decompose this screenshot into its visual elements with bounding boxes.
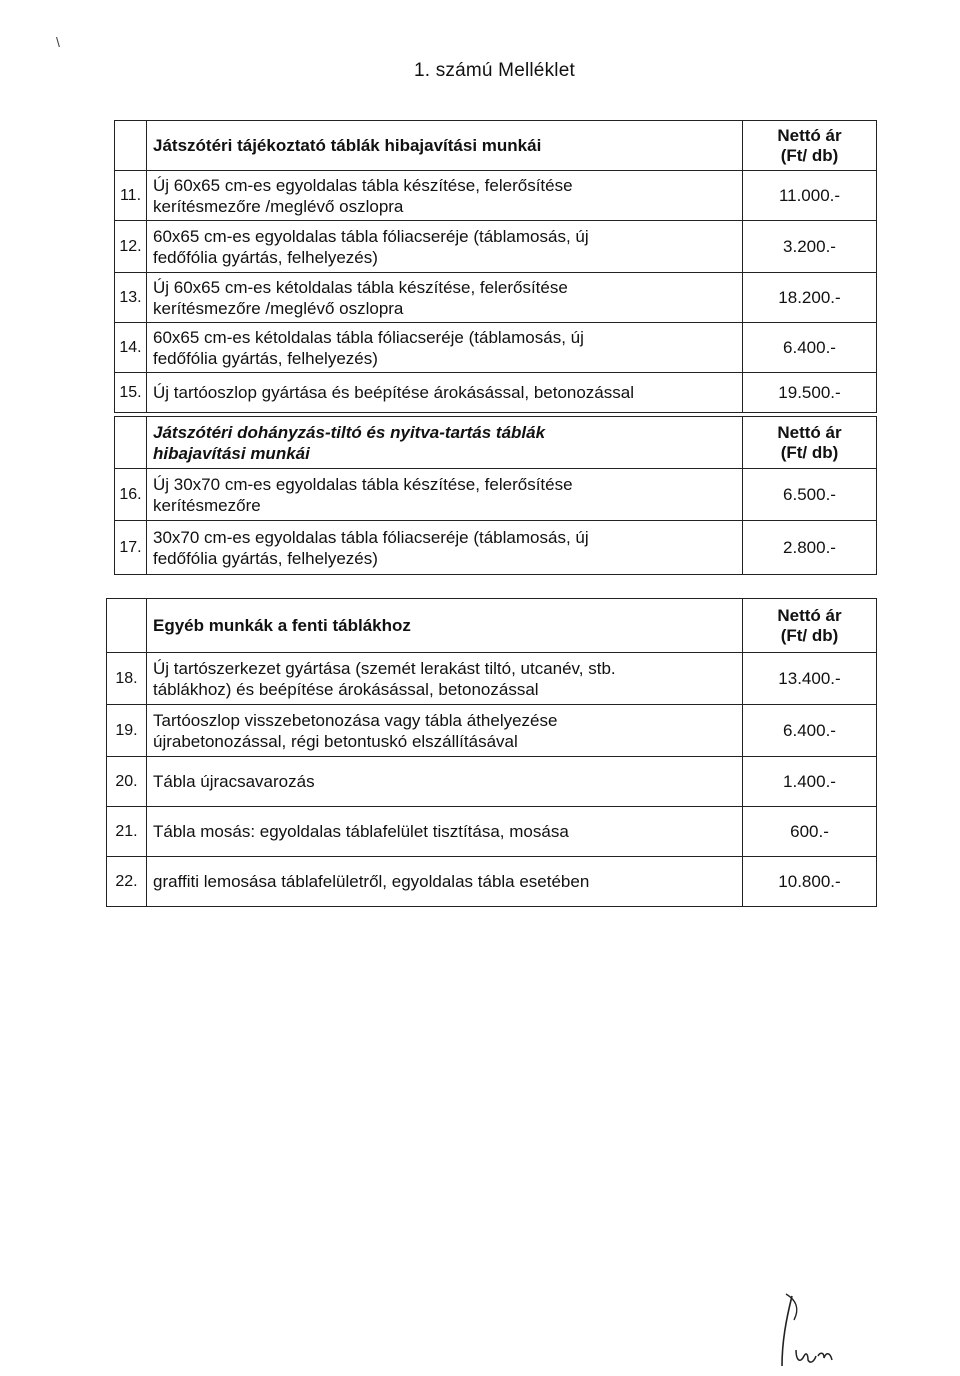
row-number: 13.: [115, 273, 147, 323]
table-header-row: [115, 417, 877, 469]
section-title: Egyéb munkák a fenti táblákhoz: [147, 599, 743, 653]
table-row: [107, 705, 877, 757]
row-number: 22.: [107, 857, 147, 907]
row-price: 19.500.-: [743, 373, 877, 413]
row-description: 60x65 cm-es kétoldalas tábla fóliacseréje (táblamosás, új fedőfólia gyártás, felhelyezés): [147, 323, 743, 373]
attachment-title: 1. számú Melléklet: [414, 60, 575, 81]
section-title: Játszótéri tájékoztató táblák hibajavítási munkái: [147, 121, 743, 171]
row-price: 10.800.-: [743, 857, 877, 907]
row-number: 17.: [115, 521, 147, 575]
row-number: 16.: [115, 469, 147, 521]
table-row: [115, 373, 877, 413]
row-price: 13.400.-: [743, 653, 877, 705]
table-row: [107, 857, 877, 907]
row-number: 11.: [115, 171, 147, 221]
row-number: 20.: [107, 757, 147, 807]
row-number: 14.: [115, 323, 147, 373]
row-price: 6.400.-: [743, 705, 877, 757]
row-number: 18.: [107, 653, 147, 705]
row-price: 11.000.-: [743, 171, 877, 221]
price-header: Nettó ár (Ft/ db): [743, 121, 877, 171]
row-description: Új 60x65 cm-es kétoldalas tábla készítése, felerősítése kerítésmezőre /meglévő oszlopra: [147, 273, 743, 323]
header-number-cell: [115, 417, 147, 469]
header-number-cell: [115, 121, 147, 171]
row-price: 6.500.-: [743, 469, 877, 521]
row-number: 12.: [115, 221, 147, 273]
row-description: 60x65 cm-es egyoldalas tábla fóliacseréje (táblamosás, új fedőfólia gyártás, felhelyezés): [147, 221, 743, 273]
table-row: [115, 171, 877, 221]
price-header: Nettó ár (Ft/ db): [743, 599, 877, 653]
handwritten-signature: [752, 1290, 862, 1370]
row-description: 30x70 cm-es egyoldalas tábla fóliacseréje (táblamosás, új fedőfólia gyártás, felhelyezés): [147, 521, 743, 575]
table-header-row: [107, 599, 877, 653]
row-description: graffiti lemosása táblafelületről, egyoldalas tábla esetében: [147, 857, 743, 907]
table-row: [115, 273, 877, 323]
table-header-row: [115, 121, 877, 171]
row-price: 600.-: [743, 807, 877, 857]
table-row: [115, 221, 877, 273]
row-description: Új tartóoszlop gyártása és beépítése árokásással, betonozással: [147, 373, 743, 413]
row-number: 15.: [115, 373, 147, 413]
row-price: 1.400.-: [743, 757, 877, 807]
row-description: Új tartószerkezet gyártása (szemét lerakást tiltó, utcanév, stb. táblákhoz) és beépítése árokásással, betonozással: [147, 653, 743, 705]
row-description: Új 60x65 cm-es egyoldalas tábla készítése, felerősítése kerítésmezőre /meglévő oszlopra: [147, 171, 743, 221]
smoking-ban-signs-table: [114, 416, 877, 575]
row-price: 3.200.-: [743, 221, 877, 273]
row-number: 21.: [107, 807, 147, 857]
other-works-table: [106, 598, 877, 907]
table-row: [115, 521, 877, 575]
table-row: [107, 757, 877, 807]
table-row: [115, 323, 877, 373]
header-number-cell: [107, 599, 147, 653]
table-row: [107, 653, 877, 705]
row-description: Tartóoszlop visszebetonozása vagy tábla áthelyezése újrabetonozással, régi betontuskó elszállításával: [147, 705, 743, 757]
row-price: 6.400.-: [743, 323, 877, 373]
margin-tick-mark: \: [56, 34, 60, 50]
table-row: [115, 469, 877, 521]
row-price: 2.800.-: [743, 521, 877, 575]
row-description: Új 30x70 cm-es egyoldalas tábla készítése, felerősítése kerítésmezőre: [147, 469, 743, 521]
row-price: 18.200.-: [743, 273, 877, 323]
row-description: Tábla újracsavarozás: [147, 757, 743, 807]
table-row: [107, 807, 877, 857]
section-title: Játszótéri dohányzás-tiltó és nyitva-tartás táblák hibajavítási munkái: [147, 417, 743, 469]
row-number: 19.: [107, 705, 147, 757]
playground-info-signs-table: [114, 120, 877, 413]
row-description: Tábla mosás: egyoldalas táblafelület tisztítása, mosása: [147, 807, 743, 857]
price-header: Nettó ár (Ft/ db): [743, 417, 877, 469]
